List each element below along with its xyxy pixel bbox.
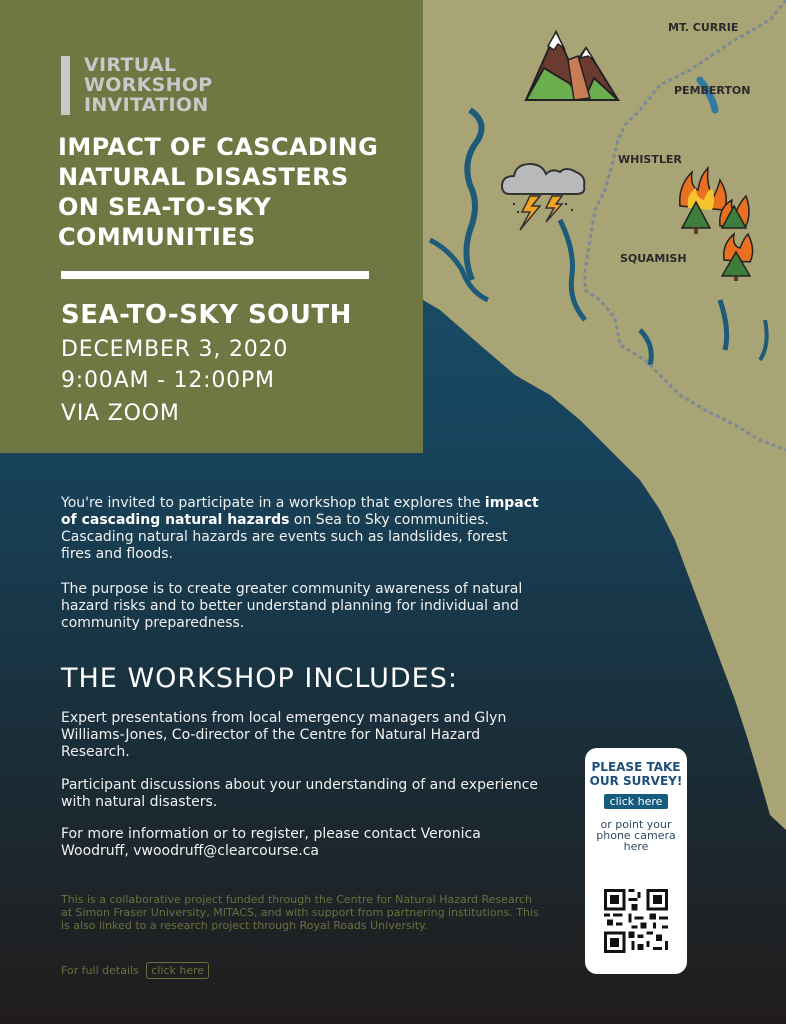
title-line: NATURAL DISASTERS xyxy=(58,163,349,191)
invitation-line: WORKSHOP xyxy=(84,74,213,96)
survey-button[interactable]: click here xyxy=(604,794,669,809)
includes-item: Expert presentations from local emergency managers and Glyn Williams-Jones, Co-director of the Centre for Natural Hazard Research. xyxy=(61,710,507,760)
intro-text: You're invited to participate in a workshop that explores the xyxy=(61,495,485,511)
map-label-mt-currie: MT. CURRIE xyxy=(668,21,739,34)
full-details-button[interactable]: click here xyxy=(146,962,209,979)
map-label-pemberton: PEMBERTON xyxy=(674,84,751,97)
full-details xyxy=(61,962,209,979)
survey-subtitle: or point your phone camera here xyxy=(596,818,676,853)
intro-highlight: impact of cascading natural hazards xyxy=(61,495,539,528)
page-title xyxy=(58,132,418,252)
event-region: SEA-TO-SKY SOUTH xyxy=(61,300,352,330)
title-line: COMMUNITIES xyxy=(58,223,256,251)
event-venue: VIA ZOOM xyxy=(61,401,180,426)
title-divider xyxy=(61,271,369,279)
purpose-paragraph: The purpose is to create greater community awareness of natural hazard risks and to better understand planning for individual and community preparedness. xyxy=(61,581,523,631)
map-label-whistler: WHISTLER xyxy=(618,153,682,166)
wildfire-small-icon xyxy=(718,230,758,282)
survey-title: PLEASE TAKE OUR SURVEY! xyxy=(589,760,683,788)
invitation-line: VIRTUAL xyxy=(84,54,177,76)
title-line: IMPACT OF CASCADING xyxy=(58,133,379,161)
funding-fine-print: This is a collaborative project funded through the Centre for Natural Hazard Research at Simon Fraser University, MITACS, and with support from partnering institutions. This is also linked to a research project through Royal Roads University. xyxy=(61,893,539,932)
event-time: 9:00AM - 12:00PM xyxy=(61,368,275,393)
invitation-line: INVITATION xyxy=(84,94,209,116)
event-date: DECEMBER 3, 2020 xyxy=(61,337,289,362)
mountain-landslide-icon xyxy=(524,28,620,104)
invitation-tag xyxy=(84,55,284,115)
tag-accent-bar xyxy=(61,56,70,115)
storm-cloud-icon xyxy=(500,160,588,232)
title-line: ON SEA-TO-SKY xyxy=(58,193,272,221)
full-details-label: For full details xyxy=(61,964,139,977)
qr-code-icon[interactable] xyxy=(604,889,668,953)
intro-text: on Sea to Sky communities. Cascading natural hazards are events such as landslides, forest fires and floods. xyxy=(61,512,508,562)
map-label-squamish: SQUAMISH xyxy=(620,252,687,265)
contact-paragraph: For more information or to register, please contact Veronica Woodruff, vwoodruff@clearcourse.ca xyxy=(61,826,481,859)
includes-item: Participant discussions about your understanding of and experience with natural disasters. xyxy=(61,777,539,810)
wildfire-icon xyxy=(676,166,756,236)
intro-paragraph xyxy=(61,495,541,563)
survey-card xyxy=(585,748,687,974)
includes-heading: THE WORKSHOP INCLUDES: xyxy=(61,663,458,694)
